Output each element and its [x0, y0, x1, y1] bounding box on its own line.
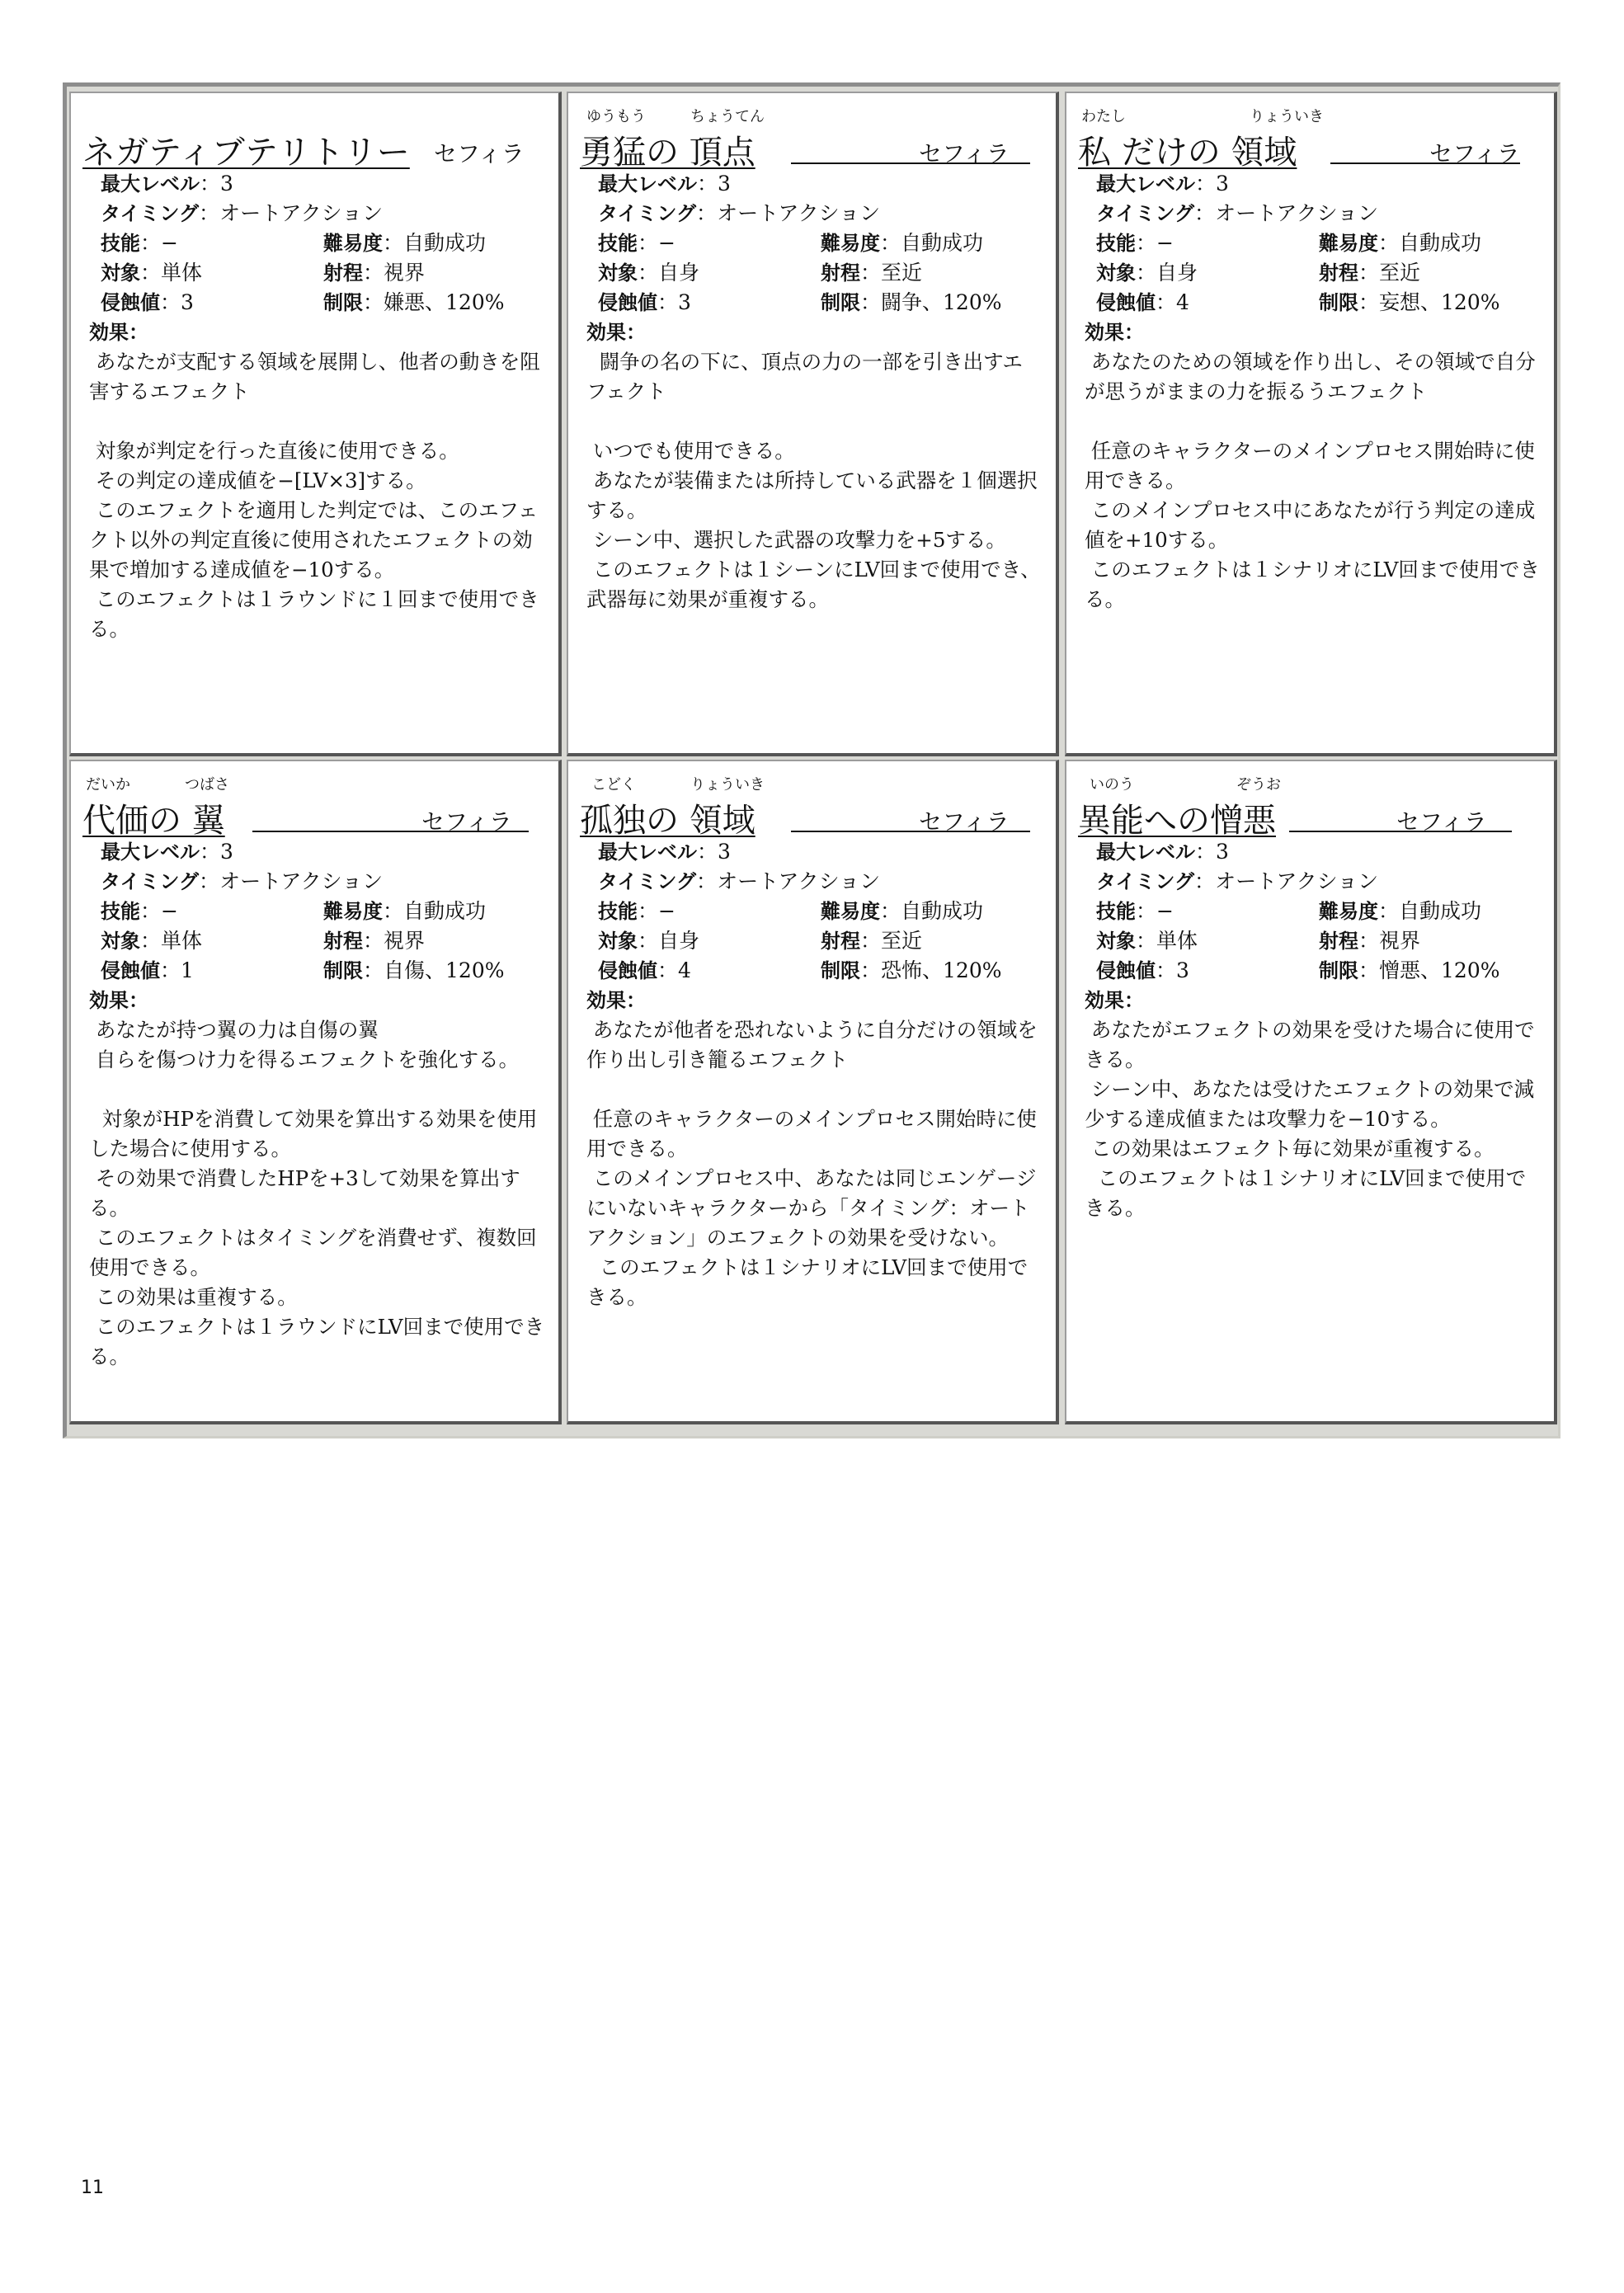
card-header: [71, 93, 558, 172]
ruby-reading: いのう: [1090, 776, 1134, 793]
skill-difficulty-row: 技能：− 難易度：自動成功: [101, 899, 487, 923]
effect-card-grid: [63, 82, 1560, 1438]
card-header: [568, 761, 1056, 840]
ruby-reading: わたし: [1081, 108, 1126, 125]
effect-heading: 効果：: [586, 321, 646, 344]
skill-difficulty-row: 技能：− 難易度：自動成功: [1096, 899, 1482, 923]
ruby-reading: だいか: [86, 776, 130, 793]
target-range-row: 対象：単体 射程：視界: [101, 929, 426, 953]
max-level-row: 最大レベル：3: [598, 840, 731, 864]
erosion-limit-row: 侵蝕値：4 制限：恐怖、120%: [598, 958, 1002, 982]
timing-row: タイミング：オートアクション: [101, 201, 384, 225]
effect-heading: 効果：: [1085, 989, 1144, 1012]
effect-category: セフィラ: [1396, 808, 1487, 836]
effect-card-wings-of-price: [69, 760, 562, 1424]
effect-card-lonely-domain: [567, 760, 1059, 1424]
effect-category: セフィラ: [421, 808, 512, 836]
max-level-row: 最大レベル：3: [1096, 840, 1229, 864]
timing-row: タイミング：オートアクション: [598, 201, 881, 225]
effect-name: 異能への憎悪: [1078, 802, 1276, 840]
card-header: [71, 761, 558, 840]
effect-description: あなたが他者を恐れないように自分だけの領域を作り出し引き籠るエフェクト 任意のキャラクターのメインプロセス開始時に使用できる。 このメインプロセス中、あなたは同じエンゲージにいないキャラクターから「タイミング：オートアクション」のエフェクトの効果を受けない。 このエフェクトは１シナリオにLV回まで使用できる。: [586, 1018, 1038, 1309]
card-header: [1066, 761, 1554, 840]
effect-name: 孤独の 領域: [580, 802, 756, 840]
effect-description: あなたが持つ翼の力は自傷の翼 自らを傷つけ力を得るエフェクトを強化する。 対象がHPを消費して効果を算出する効果を使用した場合に使用する。 その効果で消費したHPを+3して効果を算出する。 このエフェクトはタイミングを消費せず、複数回使用できる。 この効果は重複する。 このエフェクトは１ラウンドにLV回まで使用できる。: [89, 1018, 545, 1368]
effect-name: 勇猛の 頂点: [580, 134, 756, 172]
skill-difficulty-row: 技能：− 難易度：自動成功: [598, 231, 984, 255]
erosion-limit-row: 侵蝕値：3 制限：憎悪、120%: [1096, 958, 1500, 982]
effect-heading: 効果：: [586, 989, 646, 1012]
erosion-limit-row: 侵蝕値：3 制限：闘争、120%: [598, 290, 1002, 314]
effect-card-brave-apex: [567, 92, 1059, 756]
max-level-row: 最大レベル：3: [598, 172, 731, 195]
effect-category: セフィラ: [1429, 140, 1520, 167]
effect-heading: 効果：: [1085, 321, 1144, 344]
erosion-limit-row: 侵蝕値：3 制限：嫌悪、120%: [101, 290, 505, 314]
timing-row: タイミング：オートアクション: [598, 869, 881, 893]
effect-description: あなたのための領域を作り出し、その領域で自分が思うがままの力を振るうエフェクト 任意のキャラクターのメインプロセス開始時に使用できる。 このメインプロセス中にあなたが行う判定の達成値を+10する。 このエフェクトは１シナリオにLV回まで使用できる。: [1085, 350, 1540, 611]
target-range-row: 対象：自身 射程：至近: [598, 261, 923, 285]
timing-row: タイミング：オートアクション: [101, 869, 384, 893]
effect-card-hatred-of-abilities: [1065, 760, 1557, 1424]
target-range-row: 対象：自身 射程：至近: [1096, 261, 1421, 285]
target-range-row: 対象：自身 射程：至近: [598, 929, 923, 953]
timing-row: タイミング：オートアクション: [1096, 201, 1379, 225]
effect-name: 私 だけの 領域: [1078, 134, 1297, 172]
ruby-reading: ちょうてん: [690, 108, 765, 125]
effect-description: あなたがエフェクトの効果を受けた場合に使用できる。 シーン中、あなたは受けたエフェクトの効果で減少する達成値または攻撃力を−10する。 この効果はエフェクト毎に効果が重複する。 このエフェクトは１シナリオにLV回まで使用できる。: [1085, 1018, 1535, 1220]
effect-category: セフィラ: [919, 808, 1010, 836]
effect-category: セフィラ: [919, 140, 1010, 167]
skill-difficulty-row: 技能：− 難易度：自動成功: [598, 899, 984, 923]
card-header: [568, 93, 1056, 172]
max-level-row: 最大レベル：3: [1096, 172, 1229, 195]
effect-category: セフィラ: [434, 140, 525, 167]
target-range-row: 対象：単体 射程：視界: [1096, 929, 1421, 953]
max-level-row: 最大レベル：3: [101, 172, 233, 195]
effect-heading: 効果：: [89, 989, 148, 1012]
effect-name: 代価の 翼: [82, 802, 225, 840]
skill-difficulty-row: 技能：− 難易度：自動成功: [1096, 231, 1482, 255]
ruby-reading: りょういき: [1250, 108, 1324, 125]
ruby-reading: つばさ: [185, 776, 229, 793]
effect-description: あなたが支配する領域を展開し、他者の動きを阻害するエフェクト 対象が判定を行った直後に使用できる。 その判定の達成値を−[LV×3]する。 このエフェクトを適用した判定では、このエフェクト以外の判定直後に使用されたエフェクトの効果で増加する達成値を−10する。 このエフェクトは１ラウンドに１回まで使用できる。: [89, 350, 540, 641]
timing-row: タイミング：オートアクション: [1096, 869, 1379, 893]
effect-card-my-own-domain: [1065, 92, 1557, 756]
ruby-reading: りょういき: [690, 776, 765, 793]
erosion-limit-row: 侵蝕値：1 制限：自傷、120%: [101, 958, 505, 982]
page-number: 11: [81, 2178, 104, 2198]
effect-heading: 効果：: [89, 321, 148, 344]
effect-name: ネガティブテリトリー: [82, 134, 410, 172]
skill-difficulty-row: 技能：− 難易度：自動成功: [101, 231, 487, 255]
target-range-row: 対象：単体 射程：視界: [101, 261, 426, 285]
ruby-reading: こどく: [591, 776, 636, 793]
effect-card-negative-territory: [69, 92, 562, 756]
max-level-row: 最大レベル：3: [101, 840, 233, 864]
card-header: [1066, 93, 1554, 172]
ruby-reading: ぞうお: [1236, 776, 1281, 793]
ruby-reading: ゆうもう: [586, 108, 646, 125]
effect-description: 闘争の名の下に、頂点の力の一部を引き出すエフェクト いつでも使用できる。 あなたが装備または所持している武器を１個選択する。 シーン中、選択した武器の攻撃力を+5する。 このエフェクトは１シーンにLV回まで使用でき、武器毎に効果が重複する。: [586, 350, 1041, 611]
erosion-limit-row: 侵蝕値：4 制限：妄想、120%: [1096, 290, 1500, 314]
